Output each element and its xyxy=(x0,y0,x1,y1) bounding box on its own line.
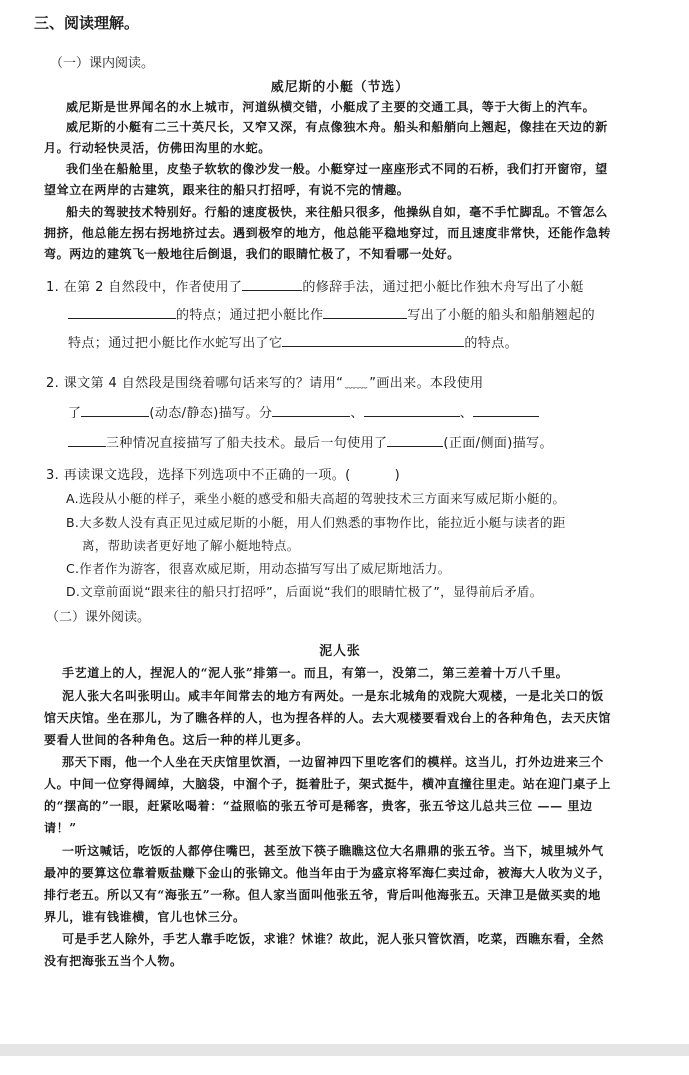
part2-line: 没有把海张五当个人物。 xyxy=(44,954,183,968)
answer-blank[interactable] xyxy=(68,306,176,319)
part2-line: 最冲的要算这位靠着贩盐赚下金山的张锦文。他当年由于为盛京将军海仁卖过命，被海大人收为义子， xyxy=(44,866,612,880)
question-text: 在第 2 自然段中，作者使用了 xyxy=(63,280,243,295)
question-1-line xyxy=(68,304,595,323)
part1-line: 威尼斯是世界闻名的水上城市，河道纵横交错，小艇成了主要的交通工具，等于大街上的汽车。 xyxy=(66,100,596,114)
question-text: ”画出来。本段使用 xyxy=(369,376,484,391)
wavy-line-symbol: ﹏﹏ xyxy=(344,377,368,390)
question-number: 3. xyxy=(46,468,60,483)
answer-blank[interactable] xyxy=(323,306,407,319)
part2-line: 可是手艺人除外，手艺人靠手吃饭，求谁？怵谁？故此，泥人张只管饮酒，吃菜，西瞧东看，全然 xyxy=(62,932,604,946)
question-2-line xyxy=(46,372,484,391)
part1-line: 船夫的驾驶技术特别好。行船的速度极快，来往船只很多，他操纵自如，毫不手忙脚乱。不管怎么 xyxy=(66,205,608,219)
section-heading: 三、阅读理解。 xyxy=(34,14,140,32)
question-text: 特点；通过把小艇比作水蛇写出了它 xyxy=(68,336,283,351)
part2-line: 要看人世间的各种角色。这后一种的样儿更多。 xyxy=(44,733,309,747)
part2-line: 界儿，谁有钱谁横，官儿也怵三分。 xyxy=(44,910,246,924)
part1-heading: （一）课内阅读。 xyxy=(50,56,155,71)
answer-blank[interactable] xyxy=(473,404,539,417)
question-text: 、 xyxy=(350,406,364,421)
question-text: (正面/侧面)描写。 xyxy=(443,436,553,451)
option-a[interactable]: A.选段从小艇的样子，乘坐小艇的感受和船夫高超的驾驶技术三方面来写威尼斯小艇的。 xyxy=(66,491,566,506)
part1-line: 威尼斯的小艇有二三十英尺长，又窄又深，有点像独木舟。船头和船艄向上翘起，像挂在天边的新 xyxy=(66,120,608,134)
question-text: 的特点。 xyxy=(464,336,519,351)
question-text: 了 xyxy=(68,406,82,421)
answer-blank[interactable] xyxy=(242,278,302,291)
question-text: 三种情况直接描写了船夫技术。最后一句使用了 xyxy=(106,436,388,451)
answer-blank[interactable] xyxy=(68,434,106,447)
question-text: 的特点；通过把小艇比作 xyxy=(176,308,324,323)
question-text: 再读课文选段，选择下列选项中不正确的一项。( xyxy=(63,468,351,483)
part1-line: 拥挤，他总能左拐右拐地挤过去。遇到极窄的地方，他总能平稳地穿过，而且速度非常快，还能作急转 xyxy=(44,226,612,240)
question-2-line xyxy=(68,402,539,421)
part2-line: 请！” xyxy=(44,821,77,835)
part2-line: 手艺道上的人，捏泥人的“泥人张”排第一。而且，有第一，没第二，第三差着十万八千里。 xyxy=(62,666,569,680)
answer-blank[interactable] xyxy=(272,404,350,417)
question-2-line xyxy=(68,432,553,451)
bottom-scroll-bar[interactable] xyxy=(0,1044,689,1056)
part1-line: 月。行动轻快灵活，仿佛田沟里的水蛇。 xyxy=(44,141,271,155)
question-number: 2. xyxy=(46,376,60,391)
question-text: 写出了小艇的船头和船艄翘起的 xyxy=(407,308,596,323)
part2-line: 泥人张大名叫张明山。咸丰年间常去的地方有两处。一是东北城角的戏院大观楼，一是北关口的饭 xyxy=(62,689,604,703)
part1-line: 我们坐在船舱里，皮垫子软软的像沙发一般。小艇穿过一座座形式不同的石桥，我们打开窗帘，望 xyxy=(66,162,608,176)
answer-blank[interactable] xyxy=(364,404,460,417)
option-b[interactable]: B.大多数人没有真正见过威尼斯的小艇，用人们熟悉的事物作比，能拉近小艇与读者的距 xyxy=(66,515,566,530)
question-3-line xyxy=(46,464,400,483)
answer-blank[interactable] xyxy=(81,404,149,417)
part2-line: 那天下雨，他一个人坐在天庆馆里饮酒，一边留神四下里吃客们的模样。这当儿，打外边进来三个 xyxy=(62,755,604,769)
part2-line: 的“摆高的”一眼，赶紧吆喝着：“益照临的张五爷可是稀客，贵客，张五爷这儿总共三位 —— 里边 xyxy=(44,799,593,813)
option-b-continued: 离，帮助读者更好地了解小艇地特点。 xyxy=(82,538,300,553)
question-1-line xyxy=(46,276,584,295)
part2-line: 一听这喊话，吃饭的人都停住嘴巴，甚至放下筷子瞧瞧这位大名鼎鼎的张五爷。当下，城里城外气 xyxy=(62,844,604,858)
option-d[interactable]: D.文章前面说“跟来往的船只打招呼”，后面说“我们的眼睛忙极了”，显得前后矛盾。 xyxy=(66,584,543,599)
question-text: 、 xyxy=(459,406,474,421)
question-1-line xyxy=(68,332,518,351)
part2-heading: （二）课外阅读。 xyxy=(46,610,151,625)
question-text: 的修辞手法，通过把小艇比作独木舟写出了小艇 xyxy=(302,280,584,295)
part1-line: 望耸立在两岸的古建筑，跟来往的船只打招呼，有说不完的情趣。 xyxy=(44,183,410,197)
part2-line: 馆天庆馆。坐在那儿，为了瞧各样的人，也为捏各样的人。去大观楼要看戏台上的各种角色，去天庆馆 xyxy=(44,711,612,725)
part1-line: 弯。两边的建筑飞一般地往后倒退，我们的眼睛忙极了，不知看哪一处好。 xyxy=(44,247,460,261)
question-text: ) xyxy=(394,468,401,483)
question-text: 课文第 4 自然段是围绕着哪句话来写的？请用“ xyxy=(63,376,344,391)
part2-line: 人。中间一位穿得阔绰，大脑袋，中溜个子，挺着肚子，架式挺牛，横冲直撞往里走。站在迎门桌子上 xyxy=(44,777,612,791)
answer-blank[interactable] xyxy=(387,434,443,447)
part1-title: 威尼斯的小艇（节选） xyxy=(270,80,410,95)
option-c[interactable]: C.作者作为游客，很喜欢威尼斯，用动态描写写出了威尼斯地活力。 xyxy=(66,561,451,576)
question-text: (动态/静态)描写。分 xyxy=(149,406,273,421)
part2-line: 排行老五。所以又有“海张五”一称。但人家当面叫他张五爷，背后叫他海张五。天津卫是做买卖的地 xyxy=(44,888,601,902)
part2-title: 泥人张 xyxy=(319,644,361,659)
answer-blank[interactable] xyxy=(282,334,464,347)
question-number: 1. xyxy=(46,280,60,295)
